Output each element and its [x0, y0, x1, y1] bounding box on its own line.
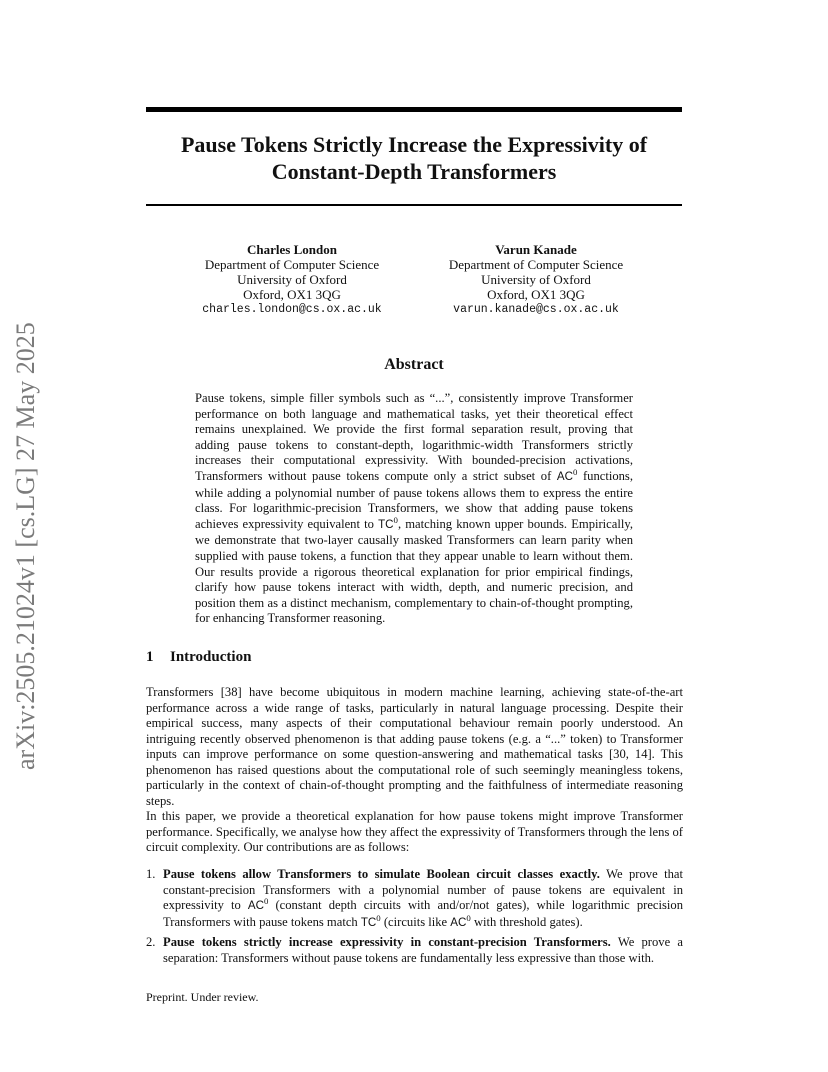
abstract-body [195, 391, 633, 627]
complexity-class-ac: AC [450, 916, 467, 929]
list-marker: 1. [146, 867, 156, 881]
contribution-text: with threshold gates). [470, 914, 583, 929]
abstract-text: functions, while adding a polynomial number of pause tokens allows them to express the entire class. For logarithmic-precision Transformers, we show that adding pause tokens achieves expressivity equivalent to [195, 468, 633, 531]
complexity-class-tc: TC [378, 518, 394, 531]
contribution-heading: Pause tokens allow Transformers to simulate Boolean circuit classes exactly. [163, 867, 600, 881]
author-address: Oxford, OX1 3QG [487, 287, 585, 302]
section-title: Introduction [170, 649, 252, 665]
list-item [146, 867, 683, 931]
superscript-zero: 0 [263, 895, 269, 906]
superscript-zero: 0 [376, 912, 381, 923]
preprint-footer: Preprint. Under review. [146, 990, 259, 1004]
complexity-class-ac: AC [247, 900, 264, 912]
author-department: Department of Computer Science [204, 257, 380, 272]
author-address: Oxford, OX1 3QG [243, 287, 341, 302]
author-university: University of Oxford [481, 272, 591, 287]
contribution-text: We prove a separation: Transformers without pause tokens are fundamentally less expressive than those with. [163, 935, 684, 965]
contribution-text: (circuits like [380, 914, 451, 929]
superscript-zero: 0 [393, 514, 398, 525]
contribution-heading: Pause tokens strictly increase expressivity in constant-precision Transformers. [163, 935, 611, 949]
abstract-text: Pause tokens, simple filler symbols such as “...”, consistently improve Transformer performance on both language and mathematical tasks, yet their theoretical effect remains unexplained. We provide the first formal separation result, proving that adding pause tokens to constant-depth, logarithmic-width Transformers strictly increases their computational expressivity. With bounded-precision activations, Transformers without pause tokens compute only a strict subset of [195, 391, 633, 483]
author-email[interactable]: varun.kanade@cs.ox.ac.uk [453, 303, 619, 316]
arxiv-identifier-stamp: arXiv:2505.21024v1 [cs.LG] 27 May 2025 [11, 322, 40, 770]
intro-paragraph: In this paper, we provide a theoretical explanation for how pause tokens might improve Transformer performance. Specifically, we analyse how they affect the expressivity of Transformers through the lens of circuit complexity. Our contributions are as follows: [146, 809, 683, 854]
contribution-text: We prove that constant-precision Transformers with a polynomial number of pause tokens are equivalent in expressivity to [163, 867, 684, 912]
author-university: University of Oxford [237, 272, 347, 287]
abstract-heading: Abstract [384, 356, 444, 373]
contributions-list [146, 867, 683, 970]
author-name: Varun Kanade [495, 242, 577, 257]
list-marker: 2. [146, 935, 156, 949]
contribution-text: (constant depth circuits with and/or/not gates), while logarithmic precision Transformers with pause tokens match [163, 898, 684, 929]
author-block-1 [177, 242, 407, 317]
list-item [146, 935, 683, 966]
author-email[interactable]: charles.london@cs.ox.ac.uk [202, 303, 382, 316]
abstract-text: , matching known upper bounds. Empirically, we demonstrate that two-layer causally masked Transformers can learn parity when supplied with pause tokens, a function that they appear unable to learn without them. Our results provide a rigorous theoretical explanation for prior empirical findings, clarify how pause tokens interact with width, depth, and numeric precision, and position them as a distinct mechanism, complementary to chain-of-thought prompting, for enhancing Transformer reasoning. [195, 516, 633, 626]
intro-paragraph: Transformers [38] have become ubiquitous in modern machine learning, achieving state-of-the-art performance across a wide range of tasks, particularly in natural language processing. Despite their empirical success, many aspects of their computational behaviour remain poorly understood. An intriguing recently observed phenomenon is that adding pause tokens (e.g. a “...” token) to Transformer inputs can improve performance on some question-answering and mathematical tasks [30, 14]. This phenomenon has raised questions about the computational role of such seemingly meaningless tokens, particularly in the context of chain-of-thought prompting and the faithfulness of intermediate reasoning steps. [146, 685, 683, 808]
superscript-zero: 0 [466, 912, 471, 923]
author-name: Charles London [247, 242, 337, 257]
complexity-class-tc: TC [360, 916, 377, 929]
author-block-2 [421, 242, 651, 317]
section-heading [146, 649, 251, 666]
section-number: 1 [146, 649, 154, 665]
title-bottom-rule [146, 204, 682, 206]
superscript-zero: 0 [572, 466, 578, 477]
complexity-class-ac: AC [556, 470, 573, 483]
paper-title: Pause Tokens Strictly Increase the Expressivity of Constant-Depth Transformers [180, 132, 648, 184]
title-top-rule [146, 107, 682, 112]
author-department: Department of Computer Science [448, 257, 624, 272]
